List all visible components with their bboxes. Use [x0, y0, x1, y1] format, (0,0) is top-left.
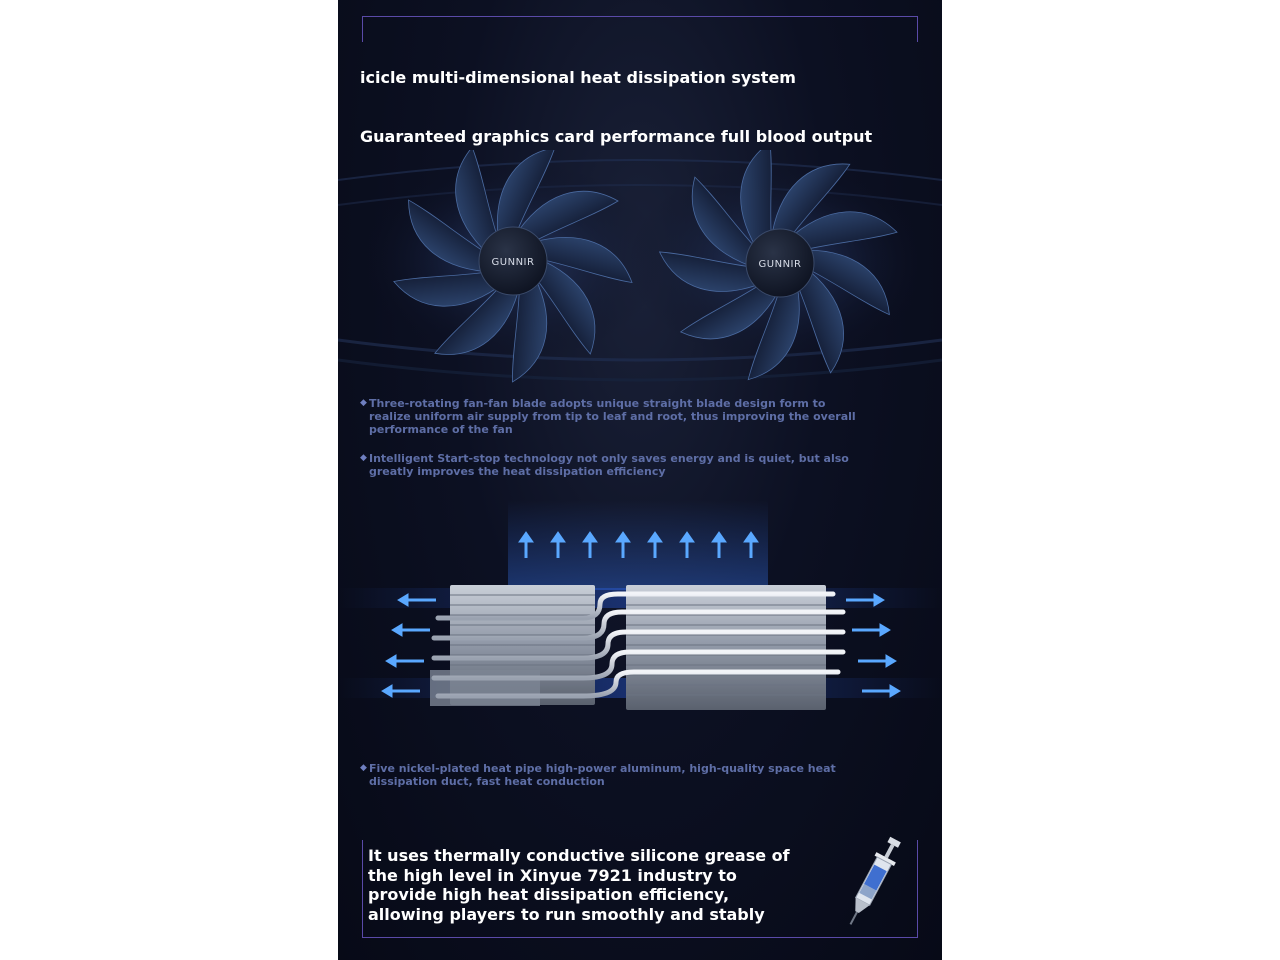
bullet-text: Three-rotating fan-fan blade adopts unique straight blade design form to realize uniform air supply from tip to leaf and root, thus improving the overall performance of the fan [369, 397, 856, 436]
diamond-bullet-icon: ◆ [360, 763, 367, 773]
top-frame-border [362, 16, 918, 42]
right-fin-block [626, 585, 826, 710]
left-fan-brand: GUNNIR [491, 257, 535, 268]
heat-pipe-bullet [360, 762, 860, 788]
bullet-text: Five nickel-plated heat pipe high-power aluminum, high-quality space heat dissipation duct, fast heat conduction [369, 762, 836, 788]
right-fan-brand: GUNNIR [758, 259, 802, 270]
thermal-grease-syringe-icon [838, 832, 908, 932]
bullet-text: Intelligent Start-stop technology not only saves energy and is quiet, but also greatly improves the heat dissipation efficiency [369, 452, 849, 478]
thermal-grease-text: It uses thermally conductive silicone grease of the high level in Xinyue 7921 industry to provide high heat dissipation efficiency, allowing players to run smoothly and stably [368, 846, 790, 924]
diamond-bullet-icon: ◆ [360, 398, 367, 408]
heatsink-image [338, 500, 942, 750]
system-headline: icicle multi-dimensional heat dissipation system [360, 68, 796, 87]
start-stop-bullet [360, 452, 860, 478]
performance-headline: Guaranteed graphics card performance full blood output [360, 127, 873, 146]
cooling-fans-image [338, 150, 942, 390]
diamond-bullet-icon: ◆ [360, 453, 367, 463]
left-fin-block [430, 585, 595, 706]
product-poster [338, 0, 942, 960]
fan-blade-bullet [360, 397, 860, 436]
